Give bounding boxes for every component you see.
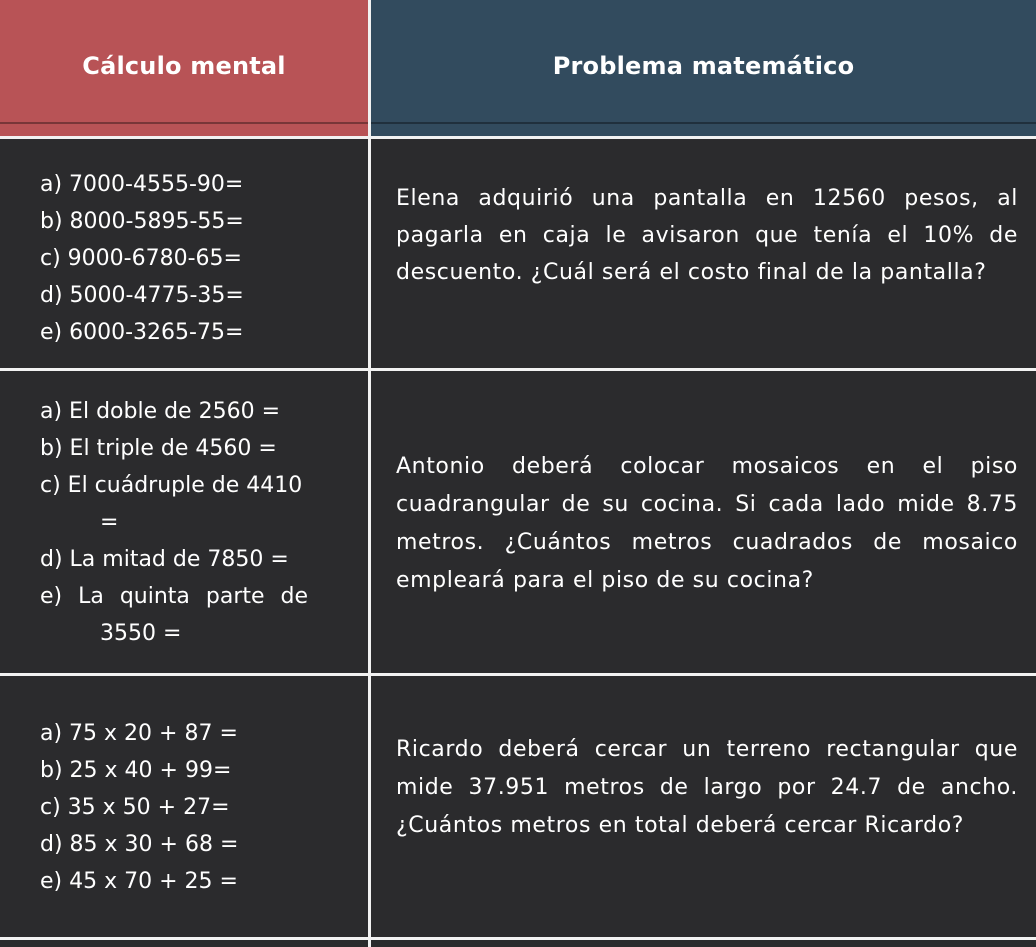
list-item: d) La mitad de 7850 =: [40, 547, 289, 572]
table-row: [0, 371, 1036, 673]
problem-text: Elena adquirió una pantalla en 12560 pesos, al pagarla en caja le avisaron que tenía el 10% de descuento. ¿Cuál será el costo final de la pantalla?: [396, 186, 1018, 285]
problem-text: Antonio deberá colocar mosaicos en el piso cuadrangular de su cocina. Si cada lado mide 8.75 metros. ¿Cuántos metros cuadrados de mosaico empleará para el piso de su cocina?: [396, 454, 1018, 593]
column-title-problem: Problema matemático: [552, 52, 855, 80]
list-item: c) 9000-6780-65=: [40, 246, 242, 271]
list-item: c) 35 x 50 + 27=: [40, 795, 230, 820]
list-item: c) El cuádruple de 4410: [40, 473, 303, 498]
list-item: e) 6000-3265-75=: [40, 320, 244, 345]
list-item: 3550 =: [100, 621, 182, 646]
list-item: b) 8000-5895-55=: [40, 209, 244, 234]
list-item: =: [100, 510, 119, 535]
list-item: a) 7000-4555-90=: [40, 172, 244, 197]
mental-list: [40, 166, 358, 351]
mental-list: [40, 393, 358, 652]
list-item: b) 25 x 40 + 99=: [40, 758, 232, 783]
header-left: [0, 0, 368, 138]
list-item: d) 85 x 30 + 68 =: [40, 832, 239, 857]
table-row: [0, 139, 1036, 368]
list-item: a) El doble de 2560 =: [40, 399, 281, 424]
list-item: b) El triple de 4560 =: [40, 436, 277, 461]
header-divider: [371, 122, 1036, 124]
table-row: [0, 676, 1036, 937]
list-item: e) La quinta parte de: [40, 584, 309, 609]
column-title-mental: Cálculo mental: [82, 52, 286, 80]
list-item: d) 5000-4775-35=: [40, 283, 244, 308]
mental-list: [40, 715, 358, 900]
header-right: [371, 0, 1036, 138]
list-item: e) 45 x 70 + 25 =: [40, 869, 238, 894]
header-divider: [0, 122, 368, 124]
row-divider: [0, 937, 1036, 940]
problem-text: Ricardo deberá cercar un terreno rectangular que mide 37.951 metros de largo por 24.7 de ancho. ¿Cuántos metros en total deberá cercar Ricardo?: [396, 737, 1018, 838]
list-item: a) 75 x 20 + 87 =: [40, 721, 238, 746]
